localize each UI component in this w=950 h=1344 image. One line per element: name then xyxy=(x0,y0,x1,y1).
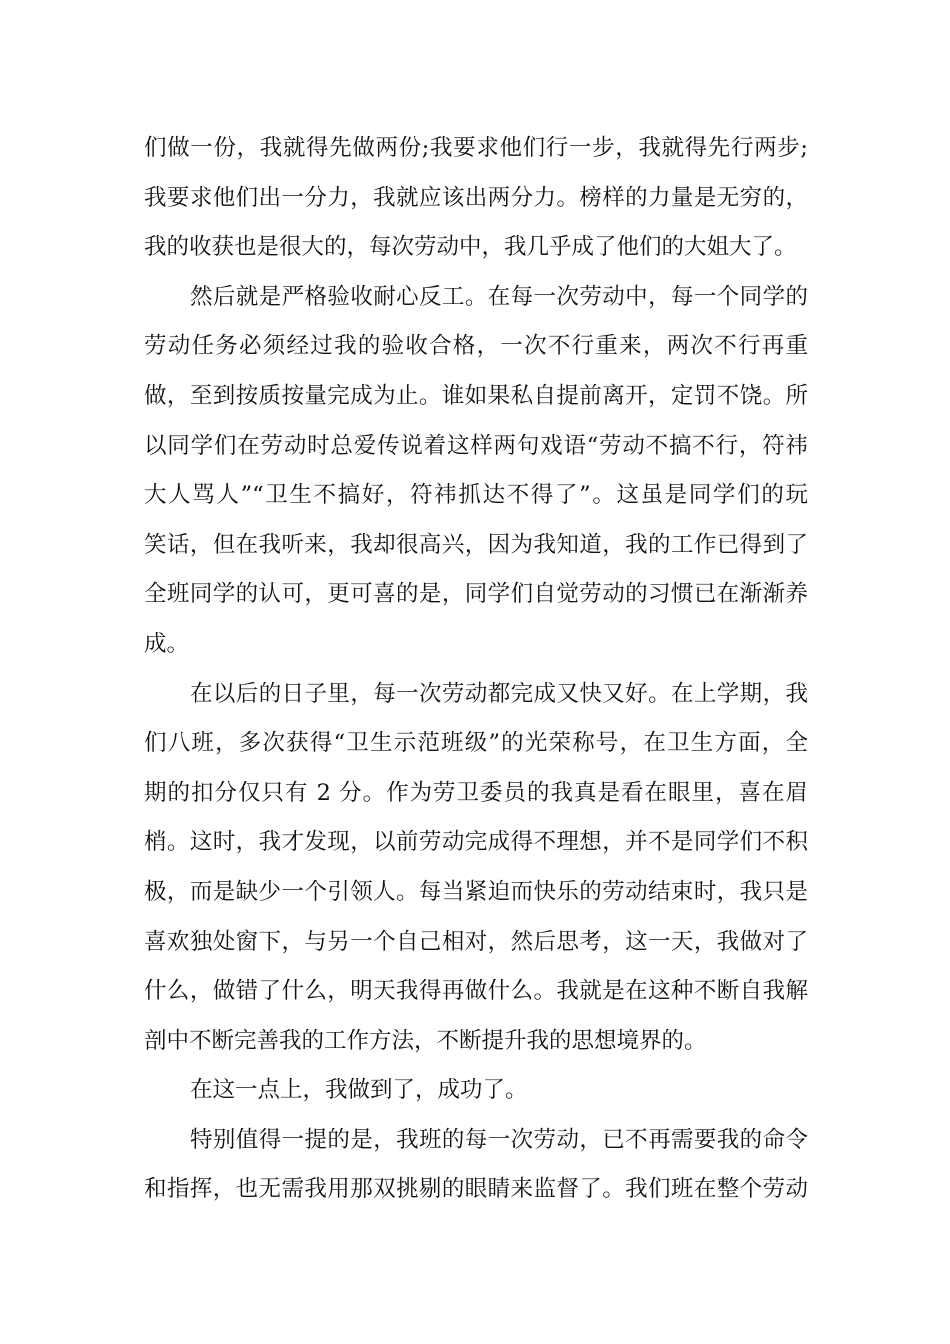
paragraph xyxy=(144,670,808,1067)
text-line: 喜欢独处窗下，与另一个自己相对，然后思考，这一天，我做对了 xyxy=(144,928,808,955)
text-line: 然后就是严格验收耐心反工。在每一次劳动中，每一个同学的 xyxy=(190,283,808,310)
text-line: 我的收获也是很大的，每次劳动中，我几乎成了他们的大姐大了。 xyxy=(144,234,797,261)
text-line: 期的扣分仅只有 2 分。作为劳卫委员的我真是看在眼里，喜在眉 xyxy=(144,779,808,806)
text-line: 特别值得一提的是，我班的每一次劳动，已不再需要我的命令 xyxy=(190,1126,808,1153)
text-line: 我要求他们出一分力，我就应该出两分力。榜样的力量是无穷的， xyxy=(144,184,808,211)
text-line: 在这一点上，我做到了，成功了。 xyxy=(190,1077,528,1104)
text-line: 梢。这时，我才发现，以前劳动完成得不理想，并不是同学们不积 xyxy=(144,829,808,856)
body-text xyxy=(144,124,808,1215)
text-line: 们八班，多次获得“卫生示范班级”的光荣称号，在卫生方面，全 xyxy=(144,730,808,757)
text-line: 以同学们在劳动时总爱传说着这样两句戏语“劳动不搞不行，符祎 xyxy=(144,432,808,459)
text-line: 劳动任务必须经过我的验收合格，一次不行重来，两次不行再重 xyxy=(144,333,808,360)
text-line: 全班同学的认可，更可喜的是，同学们自觉劳动的习惯已在渐渐养 xyxy=(144,581,808,608)
paragraph xyxy=(144,1116,808,1215)
text-line: 什么，做错了什么，明天我得再做什么。我就是在这种不断自我解 xyxy=(144,978,808,1005)
paragraph xyxy=(144,1066,808,1116)
text-line: 极，而是缺少一个引领人。每当紧迫而快乐的劳动结束时，我只是 xyxy=(144,878,808,905)
paragraph xyxy=(144,124,808,273)
text-line: 在以后的日子里，每一次劳动都完成又快又好。在上学期，我 xyxy=(190,680,808,707)
text-line: 大人骂人”“卫生不搞好，符祎抓达不得了”。这虽是同学们的玩 xyxy=(144,482,808,509)
text-line: 剖中不断完善我的工作方法，不断提升我的思想境界的。 xyxy=(144,1027,707,1054)
text-line: 成。 xyxy=(144,630,190,657)
text-line: 和指挥，也无需我用那双挑剔的眼睛来监督了。我们班在整个劳动 xyxy=(144,1176,808,1203)
text-line: 们做一份，我就得先做两份;我要求他们行一步，我就得先行两步; xyxy=(144,135,808,161)
text-line: 做，至到按质按量完成为止。谁如果私自提前离开，定罚不饶。所 xyxy=(144,382,808,409)
paragraph xyxy=(144,273,808,670)
text-line: 笑话，但在我听来，我却很高兴，因为我知道，我的工作已得到了 xyxy=(144,531,808,558)
